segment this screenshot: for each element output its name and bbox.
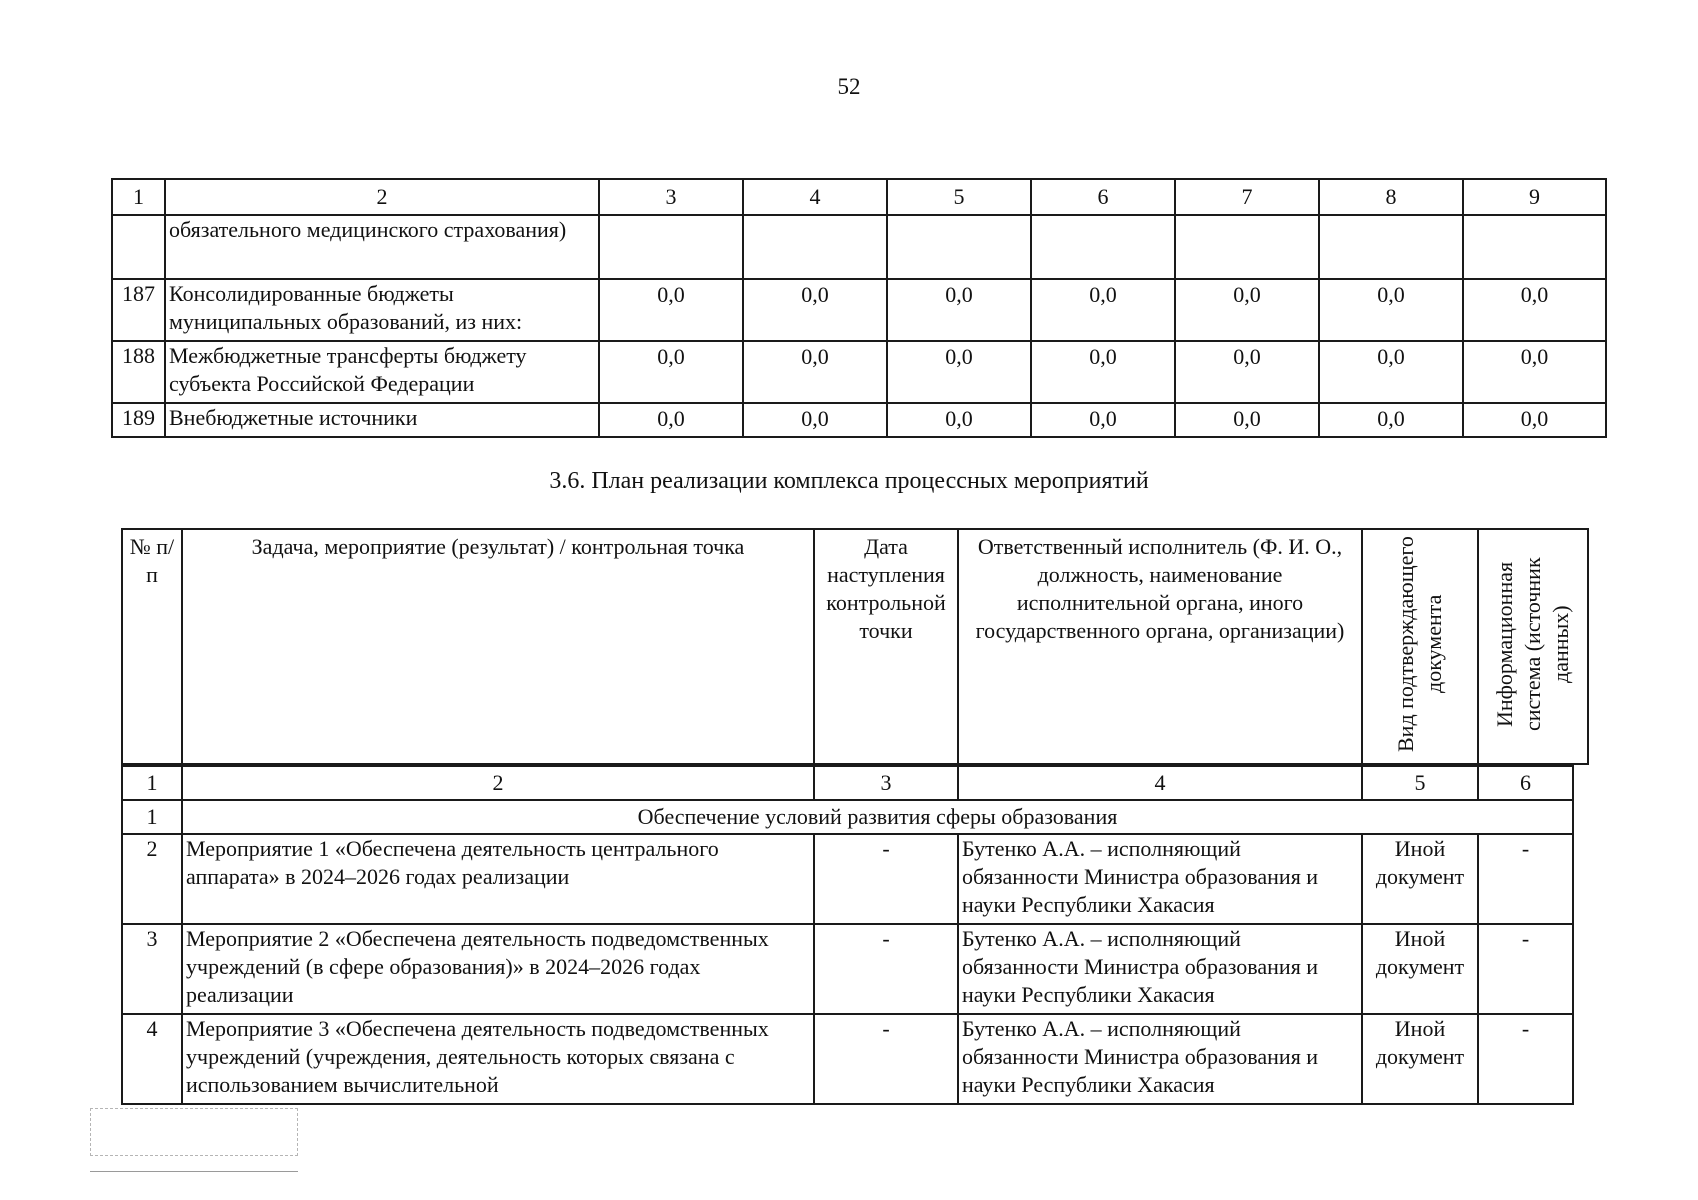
header-date: Дата наступления контрольной точки bbox=[814, 529, 958, 764]
plan-table bbox=[121, 765, 1574, 1105]
plan-table-header bbox=[121, 528, 1589, 765]
row-number: 189 bbox=[112, 403, 165, 437]
column-number: 5 bbox=[887, 179, 1031, 215]
column-number: 6 bbox=[1031, 179, 1175, 215]
header-responsible: Ответственный исполнитель (Ф. И. О., должность, наименование исполнительной органа, иного государственного органа, организации) bbox=[958, 529, 1362, 764]
budget-table bbox=[111, 178, 1607, 438]
row-number: 1 bbox=[122, 800, 182, 834]
date-cell: - bbox=[814, 924, 958, 1014]
column-number: 4 bbox=[958, 766, 1362, 800]
value-cell: 0,0 bbox=[1319, 403, 1463, 437]
column-number: 2 bbox=[182, 766, 814, 800]
column-number: 2 bbox=[165, 179, 599, 215]
table-header-row bbox=[122, 529, 1588, 764]
table-row bbox=[112, 215, 1606, 279]
task-cell: Мероприятие 3 «Обеспечена деятельность подведомственных учреждений (учреждения, деятельность которых связана с использованием вычислительной bbox=[182, 1014, 814, 1104]
value-cell bbox=[743, 215, 887, 279]
value-cell: 0,0 bbox=[1463, 279, 1606, 341]
table-row bbox=[122, 924, 1573, 1014]
date-cell: - bbox=[814, 1014, 958, 1104]
value-cell: 0,0 bbox=[743, 341, 887, 403]
value-cell bbox=[1319, 215, 1463, 279]
column-number: 3 bbox=[599, 179, 743, 215]
value-cell: 0,0 bbox=[1175, 403, 1319, 437]
row-number: 187 bbox=[112, 279, 165, 341]
faded-stamp-image bbox=[90, 1108, 298, 1156]
row-name: Внебюджетные источники bbox=[165, 403, 599, 437]
value-cell: 0,0 bbox=[1031, 279, 1175, 341]
responsible-cell: Бутенко А.А. – исполняющий обязанности Министра образования и науки Республики Хакасия bbox=[958, 924, 1362, 1014]
value-cell: 0,0 bbox=[1463, 403, 1606, 437]
value-cell bbox=[599, 215, 743, 279]
section-row bbox=[122, 800, 1573, 834]
value-cell: 0,0 bbox=[1319, 279, 1463, 341]
column-number: 7 bbox=[1175, 179, 1319, 215]
task-cell: Мероприятие 2 «Обеспечена деятельность подведомственных учреждений (в сфере образования)» в 2024–2026 годах реализации bbox=[182, 924, 814, 1014]
value-cell: 0,0 bbox=[887, 279, 1031, 341]
row-number: 4 bbox=[122, 1014, 182, 1104]
document-type-cell: Иной документ bbox=[1362, 834, 1478, 924]
section-title: 3.6. План реализации комплекса процессных мероприятий bbox=[549, 468, 1149, 494]
value-cell: 0,0 bbox=[599, 403, 743, 437]
value-cell: 0,0 bbox=[743, 279, 887, 341]
table-row bbox=[112, 403, 1606, 437]
date-cell: - bbox=[814, 834, 958, 924]
task-cell: Мероприятие 1 «Обеспечена деятельность центрального аппарата» в 2024–2026 годах реализации bbox=[182, 834, 814, 924]
value-cell: 0,0 bbox=[599, 341, 743, 403]
column-number: 9 bbox=[1463, 179, 1606, 215]
header-task: Задача, мероприятие (результат) / контрольная точка bbox=[182, 529, 814, 764]
row-name: Консолидированные бюджеты муниципальных образований, из них: bbox=[165, 279, 599, 341]
row-number: 188 bbox=[112, 341, 165, 403]
table-row bbox=[112, 341, 1606, 403]
value-cell bbox=[1463, 215, 1606, 279]
value-cell: 0,0 bbox=[887, 403, 1031, 437]
page-number: 52 bbox=[837, 74, 861, 99]
row-number: 2 bbox=[122, 834, 182, 924]
table-row bbox=[112, 279, 1606, 341]
value-cell: 0,0 bbox=[599, 279, 743, 341]
column-number: 5 bbox=[1362, 766, 1478, 800]
value-cell bbox=[1031, 215, 1175, 279]
column-number: 3 bbox=[814, 766, 958, 800]
row-number bbox=[112, 215, 165, 279]
header-number: № п/п bbox=[122, 529, 182, 764]
table-row bbox=[122, 834, 1573, 924]
value-cell: 0,0 bbox=[1319, 341, 1463, 403]
value-cell: 0,0 bbox=[743, 403, 887, 437]
responsible-cell: Бутенко А.А. – исполняющий обязанности Министра образования и науки Республики Хакасия bbox=[958, 834, 1362, 924]
column-number: 4 bbox=[743, 179, 887, 215]
value-cell: 0,0 bbox=[1031, 403, 1175, 437]
divider-line bbox=[90, 1171, 298, 1172]
table-numbering-row bbox=[122, 766, 1573, 800]
document-type-cell: Иной документ bbox=[1362, 924, 1478, 1014]
header-info-system-label: Информационная система (источник данных) bbox=[1492, 557, 1573, 731]
row-name: обязательного медицинского страхования) bbox=[165, 215, 599, 279]
table-row bbox=[122, 1014, 1573, 1104]
value-cell: 0,0 bbox=[1175, 341, 1319, 403]
responsible-cell: Бутенко А.А. – исполняющий обязанности Министра образования и науки Республики Хакасия bbox=[958, 1014, 1362, 1104]
column-number: 1 bbox=[122, 766, 182, 800]
document-type-cell: Иной документ bbox=[1362, 1014, 1478, 1104]
column-number: 8 bbox=[1319, 179, 1463, 215]
header-info-system bbox=[1478, 529, 1588, 764]
info-system-cell: - bbox=[1478, 834, 1573, 924]
value-cell: 0,0 bbox=[1175, 279, 1319, 341]
section-row-title: Обеспечение условий развития сферы образования bbox=[182, 800, 1573, 834]
header-document-type bbox=[1362, 529, 1478, 764]
value-cell bbox=[1175, 215, 1319, 279]
table-header-row bbox=[112, 179, 1606, 215]
column-number: 1 bbox=[112, 179, 165, 215]
row-number: 3 bbox=[122, 924, 182, 1014]
value-cell bbox=[887, 215, 1031, 279]
value-cell: 0,0 bbox=[1031, 341, 1175, 403]
value-cell: 0,0 bbox=[887, 341, 1031, 403]
column-number: 6 bbox=[1478, 766, 1573, 800]
value-cell: 0,0 bbox=[1463, 341, 1606, 403]
info-system-cell: - bbox=[1478, 1014, 1573, 1104]
header-document-type-label: Вид подтверждающего документа bbox=[1393, 536, 1446, 752]
row-name: Межбюджетные трансферты бюджету субъекта Российской Федерации bbox=[165, 341, 599, 403]
info-system-cell: - bbox=[1478, 924, 1573, 1014]
